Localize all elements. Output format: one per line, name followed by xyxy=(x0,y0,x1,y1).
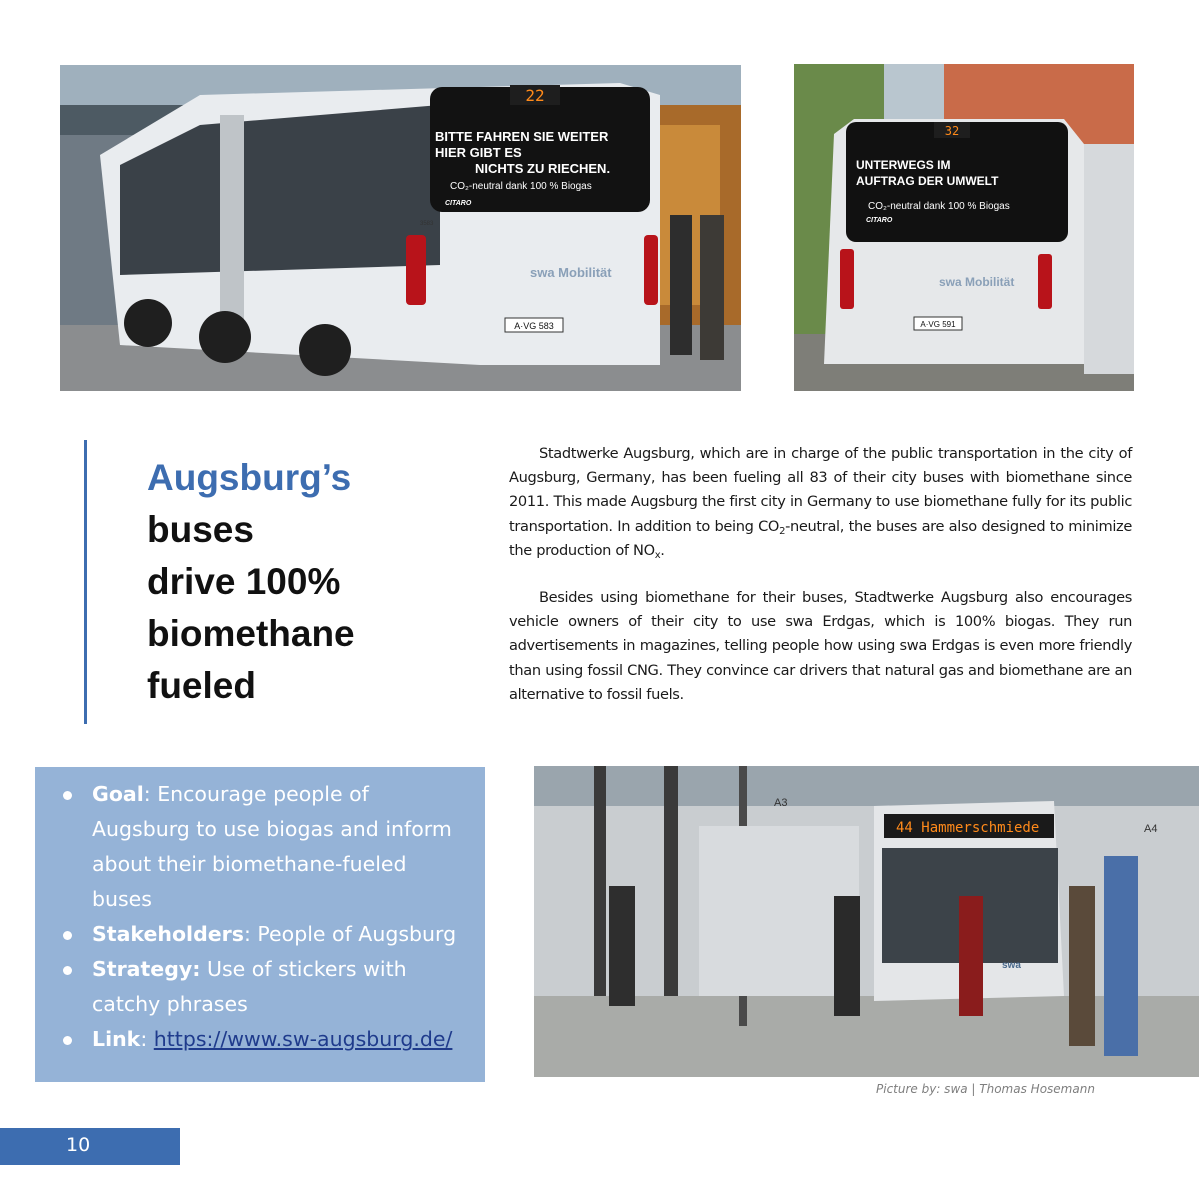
info-list xyxy=(35,777,485,1057)
display-model: CITARO xyxy=(866,217,893,224)
license-plate: A·VG 591 xyxy=(920,320,956,329)
photo-bus-rear-left xyxy=(60,65,741,391)
bus-photo-illustration xyxy=(794,64,1134,391)
display-co2-line: CO₂-neutral dank 100 % Biogas xyxy=(450,181,592,192)
info-box xyxy=(35,767,485,1082)
title-rest: buses drive 100% biomethane fueled xyxy=(147,509,355,706)
list-item-stakeholders: Stakeholders: People of Augsburg xyxy=(35,917,485,952)
display-line-2: AUFTRAG DER UMWELT xyxy=(856,174,999,188)
list-item-link: Link: https://www.sw-augsburg.de/ xyxy=(35,1022,485,1057)
page-title xyxy=(147,452,447,712)
page-number-bar xyxy=(0,1128,180,1165)
display-line-1: UNTERWEGS IM xyxy=(856,158,951,172)
photo-bus-rear-right xyxy=(794,64,1134,391)
bullet-icon xyxy=(63,1036,72,1045)
display-line-3: NICHTS ZU RIECHEN. xyxy=(475,161,611,176)
license-plate: A·VG 583 xyxy=(514,321,554,331)
bus-photo-illustration xyxy=(60,65,741,391)
heading-accent-bar xyxy=(84,440,87,724)
display-line-1: BITTE FAHREN SIE WEITER xyxy=(435,129,609,144)
list-item-strategy: Strategy: Use of stickers with catchy phrases xyxy=(35,952,485,1022)
list-item-goal: Goal: Encourage people of Augsburg to use biogas and inform about their biomethane-fueled buses xyxy=(35,777,485,917)
bus-brand-logo: swa xyxy=(1002,960,1021,971)
bus-brand-logo: swa Mobilität xyxy=(530,265,612,280)
display-line-2: HIER GIBT ES xyxy=(435,145,522,160)
bullet-icon xyxy=(63,931,72,940)
bullet-icon xyxy=(63,966,72,975)
fleet-number: 3583 xyxy=(420,221,434,227)
bullet-icon xyxy=(63,791,72,800)
route-number-display: 22 xyxy=(525,86,545,105)
page-number: 10 xyxy=(66,1134,91,1156)
bus-photo-illustration xyxy=(534,766,1199,1077)
destination-display: 44 Hammerschmiede xyxy=(896,820,1040,836)
bus-brand-logo: swa Mobilität xyxy=(939,275,1015,289)
photo-credit: Picture by: swa | Thomas Hosemann xyxy=(876,1082,1095,1096)
website-link[interactable]: https://www.sw-augsburg.de/ xyxy=(153,1027,453,1051)
platform-sign-a4: A4 xyxy=(1144,823,1158,835)
paragraph-2: Besides using biomethane for their buses, Stadtwerke Augsburg also encourages vehicle owners of their city to use swa Erdgas, which is 100% biogas. They run advertisements in magazines, telling people how using swa Erdgas is even more friendly than using fossil CNG. They convince car drivers that natural gas and biomethane are an alternative to fossil fuels. xyxy=(509,589,1132,703)
paragraph-1: Stadtwerke Augsburg, which are in charge of the public transportation in the city of Augsburg, Germany, has been fueling all 83 of their city buses with biomethane since 2011. This made Augsburg the first city in Germany to use biomethane fully for its public transportation. In addition to being $CO_2$-neutral, the buses are also designed to minimize the production of $NO_x$. xyxy=(509,445,1132,561)
platform-sign-a3: A3 xyxy=(774,797,788,809)
title-accent: Augsburg’s xyxy=(147,457,352,498)
display-co2-line: CO₂-neutral dank 100 % Biogas xyxy=(868,201,1010,212)
display-model: CITARO xyxy=(445,200,472,207)
route-number-display: 32 xyxy=(944,124,960,138)
photo-bus-station xyxy=(534,766,1199,1077)
